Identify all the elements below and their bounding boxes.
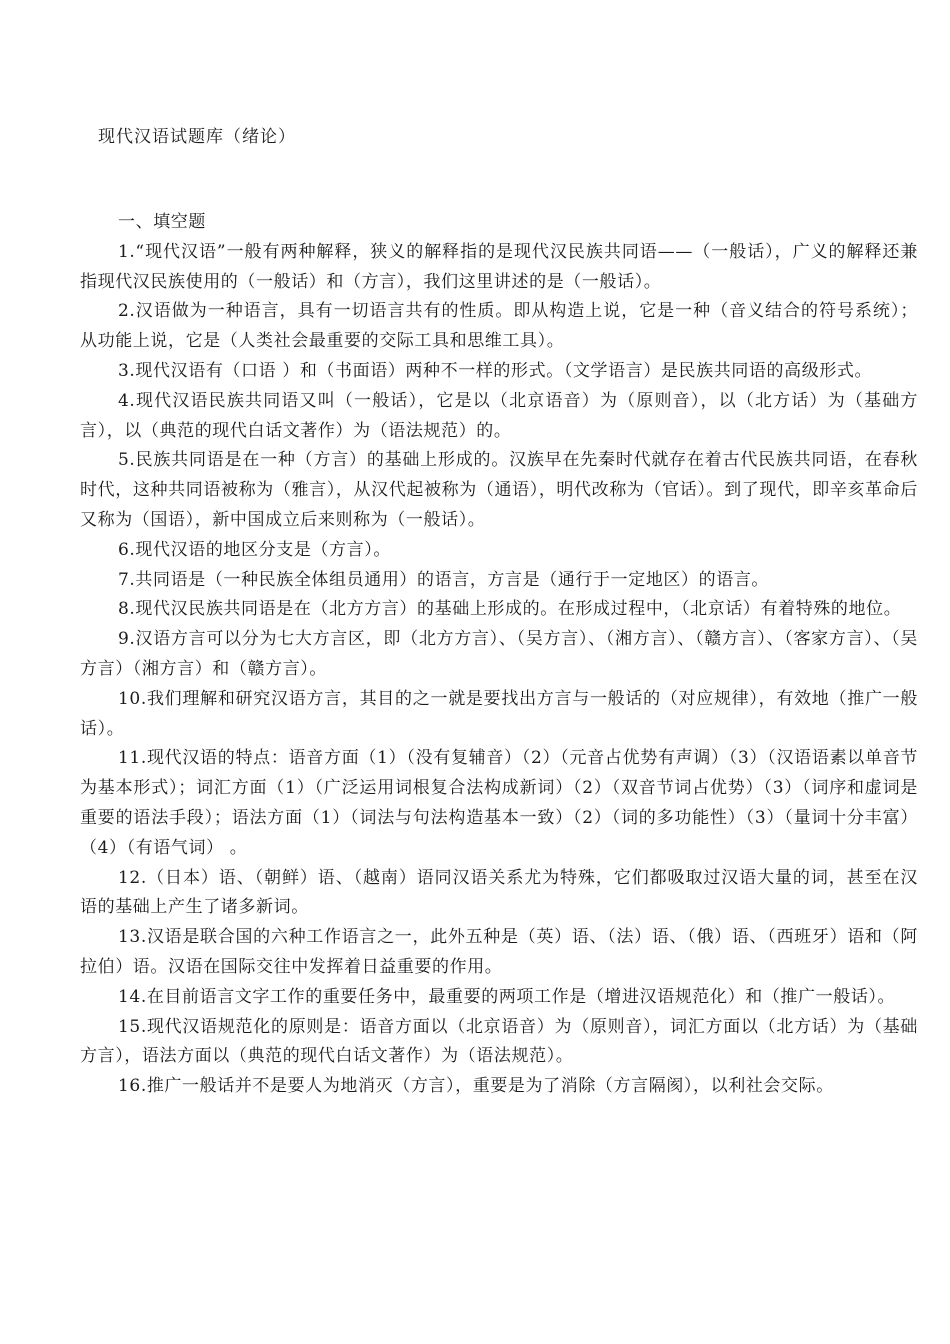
document-body — [80, 208, 918, 1102]
question-item-8: 8.现代汉民族共同语是在（北方方言）的基础上形成的。在形成过程中，（北京话）有着特殊的地位。 — [118, 599, 902, 620]
question-item-9: 9.汉语方言可以分为七大方言区，即（北方方言）、（吴方言）、（湘方言）、（赣方言）、（客家方言）、（吴方言）（湘方言）和（赣方言）。 — [80, 629, 918, 679]
question-item-15: 15.现代汉语规范化的原则是：语音方面以（北京语音）为（原则音），词汇方面以（北方话）为（基础方言），语法方面以（典范的现代白话文著作）为（语法规范）。 — [80, 1016, 918, 1067]
question-item-5: 5.民族共同语是在一种（方言）的基础上形成的。汉族早在先秦时代就存在着古代民族共同语，在春秋时代，这种共同语被称为（雅言），从汉代起被称为（通语），明代改称为（官话）。到了现代，即辛亥革命后又称为（国语），新中国成立后来则称为（一般话）。 — [80, 450, 918, 530]
question-item-4: 4.现代汉语民族共同语又叫（一般话），它是以（北京语音）为（原则音），以（北方话）为（基础方言），以（典范的现代白话文著作）为（语法规范）的。 — [80, 390, 918, 441]
question-item-2: 2.汉语做为一种语言，具有一切语言共有的性质。即从构造上说，它是一种（音义结合的符号系统）；从功能上说，它是（人类社会最重要的交际工具和思维工具）。 — [80, 301, 918, 352]
question-item-3: 3.现代汉语有（口语 ）和（书面语）两种不一样的形式。（文学语言）是民族共同语的高级形式。 — [118, 360, 873, 381]
section-heading: 一、填空题 — [118, 212, 206, 232]
question-item-13: 13.汉语是联合国的六种工作语言之一，此外五种是（英）语、（法）语、（俄）语、（西班牙）语和（阿拉伯）语。汉语在国际交往中发挥着日益重要的作用。 — [80, 927, 918, 977]
question-item-12: 12.（日本）语、（朝鲜）语、（越南）语同汉语关系尤为特殊，它们都吸取过汉语大量的词，甚至在汉语的基础上产生了诸多新词。 — [80, 867, 918, 918]
question-item-16: 16.推广一般话并不是要人为地消灭（方言），重要是为了消除（方言隔阂），以利社会交际。 — [118, 1076, 834, 1097]
document-title: 现代汉语试题库（绪论） — [98, 127, 296, 147]
question-item-6: 6.现代汉语的地区分支是（方言）。 — [118, 539, 391, 560]
question-item-11: 11.现代汉语的特点：语音方面（1）（没有复辅音）（2）（元音占优势有声调）（3）（汉语语素以单音节为基本形式）；词汇方面（1）（广泛运用词根复合法构成新词）（2）（双音节词占优势）（3）（词序和虚词是重要的语法手段）；语法方面（1）（词法与句法构造基本一致）（2）（词的多功能性）（3）（量词十分丰富）（4）（有语气词） 。 — [80, 748, 918, 858]
question-item-7: 7.共同语是（一种民族全体组员通用）的语言，方言是（通行于一定地区）的语言。 — [118, 569, 770, 590]
question-item-14: 14.在目前语言文字工作的重要任务中，最重要的两项工作是（增进汉语规范化）和（推广一般话）。 — [118, 986, 896, 1007]
question-item-1: 1.“现代汉语”一般有两种解释，狭义的解释指的是现代汉民族共同语——（一般话），广义的解释还兼指现代汉民族使用的（一般话）和（方言），我们这里讲述的是（一般话）。 — [80, 241, 918, 292]
question-item-10: 10.我们理解和研究汉语方言，其目的之一就是要找出方言与一般话的（对应规律），有效地（推广一般话）。 — [80, 688, 918, 739]
